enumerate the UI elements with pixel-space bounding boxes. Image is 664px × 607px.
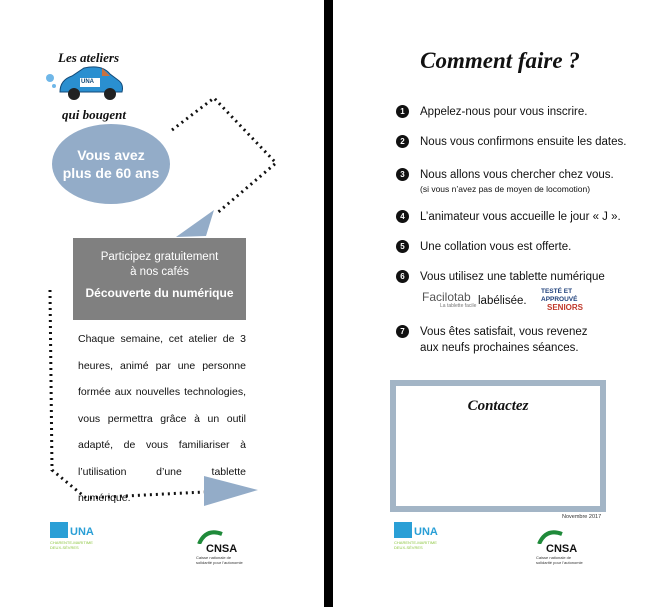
- how-to-title: Comment faire ?: [420, 48, 580, 73]
- step-text: Une collation vous est offerte.: [420, 241, 572, 253]
- cnsa-sub1: Caisse nationale de: [536, 555, 572, 560]
- step-4: [396, 209, 621, 225]
- step-number: 5: [396, 240, 409, 253]
- step-number: 6: [396, 270, 409, 283]
- step-text: Nous allons vous chercher chez vous.: [420, 169, 614, 181]
- step-text: Vous utilisez une tablette numérique: [420, 271, 605, 283]
- cnsa-logo-text: CNSA: [546, 543, 578, 555]
- una-logo-text: UNA: [70, 526, 94, 538]
- print-date: Novembre 2017: [562, 514, 602, 520]
- age-callout: [52, 124, 170, 204]
- contact-box: [390, 380, 606, 512]
- step-number: 7: [396, 325, 409, 338]
- fold-divider: [324, 0, 333, 607]
- contact-title: Contactez: [467, 398, 529, 414]
- step-number: 1: [396, 105, 409, 118]
- step-text: Vous êtes satisfait, vous revenez aux neufs prochaines séances.: [420, 326, 588, 354]
- una-sub2: DEUX-SÈVRES: [50, 545, 79, 550]
- badge-line2: APPROUVÉ: [541, 296, 578, 303]
- facilotab-logo: [422, 290, 476, 309]
- una-sub2: DEUX-SÈVRES: [394, 545, 423, 550]
- step-number: 4: [396, 210, 409, 223]
- tested-approved-badge: [541, 288, 589, 312]
- step-text: Appelez-nous pour vous inscrire.: [420, 106, 588, 118]
- car-badge-text: UNA: [81, 79, 94, 85]
- cnsa-logo-text: CNSA: [206, 543, 238, 555]
- badge-line1: TESTÉ ET: [541, 288, 573, 295]
- badge-line3: SENIORS: [547, 303, 584, 312]
- workshop-description: Chaque semaine, cet atelier de 3 heures, animé par une personne formée aux nouvelles technologies, vous permettra grâce à un outil adapté, de vous familiariser à l’utilisation d’une tablette numérique.: [78, 333, 246, 504]
- cnsa-sub1: Caisse nationale de: [196, 555, 232, 560]
- participate-box: [73, 238, 246, 320]
- participate-line2: à nos cafés: [130, 266, 189, 278]
- step-7: [396, 324, 596, 356]
- facilotab-tagline: La tablette facile: [440, 303, 477, 309]
- una-logo: [50, 522, 98, 550]
- participate-highlight: Découverte du numérique: [85, 286, 234, 300]
- logo-title-line1: Les ateliers: [58, 50, 120, 65]
- age-callout-text: Vous avez plus de 60 ans: [62, 147, 160, 181]
- step-note: (si vous n’avez pas de moyen de locomotion): [420, 184, 591, 194]
- step-3: [396, 167, 614, 195]
- cnsa-sub2: solidarité pour l’autonomie: [196, 560, 243, 565]
- step-text: Nous vous confirmons ensuite les dates.: [420, 136, 627, 148]
- cnsa-logo: [536, 528, 606, 565]
- left-panel: [0, 0, 324, 607]
- cnsa-logo: [196, 528, 266, 565]
- una-logo-mark: [50, 522, 68, 538]
- facilotab-logo-text: Facilotab: [422, 290, 471, 304]
- una-logo-text: UNA: [414, 526, 438, 538]
- cnsa-arch-icon: [196, 528, 226, 544]
- cnsa-arch-icon: [536, 528, 566, 544]
- step-5: [396, 239, 571, 255]
- step-6: [396, 269, 605, 285]
- participate-line1: Participez gratuitement: [100, 251, 219, 263]
- una-sub1: CHARENTE-MARITIME: [394, 540, 437, 545]
- logo-title-line2: qui bougent: [62, 107, 126, 122]
- step-2: [396, 134, 626, 150]
- cnsa-sub2: solidarité pour l’autonomie: [536, 560, 583, 565]
- una-logo-mark: [394, 522, 412, 538]
- step-1: [396, 104, 587, 120]
- una-sub1: CHARENTE-MARITIME: [50, 540, 93, 545]
- step-6-labelled: labélisée.: [478, 295, 527, 307]
- step-number: 2: [396, 135, 409, 148]
- una-logo: [394, 522, 442, 550]
- step-text: L’animateur vous accueille le jour « J ».: [420, 211, 621, 223]
- step-number: 3: [396, 168, 409, 181]
